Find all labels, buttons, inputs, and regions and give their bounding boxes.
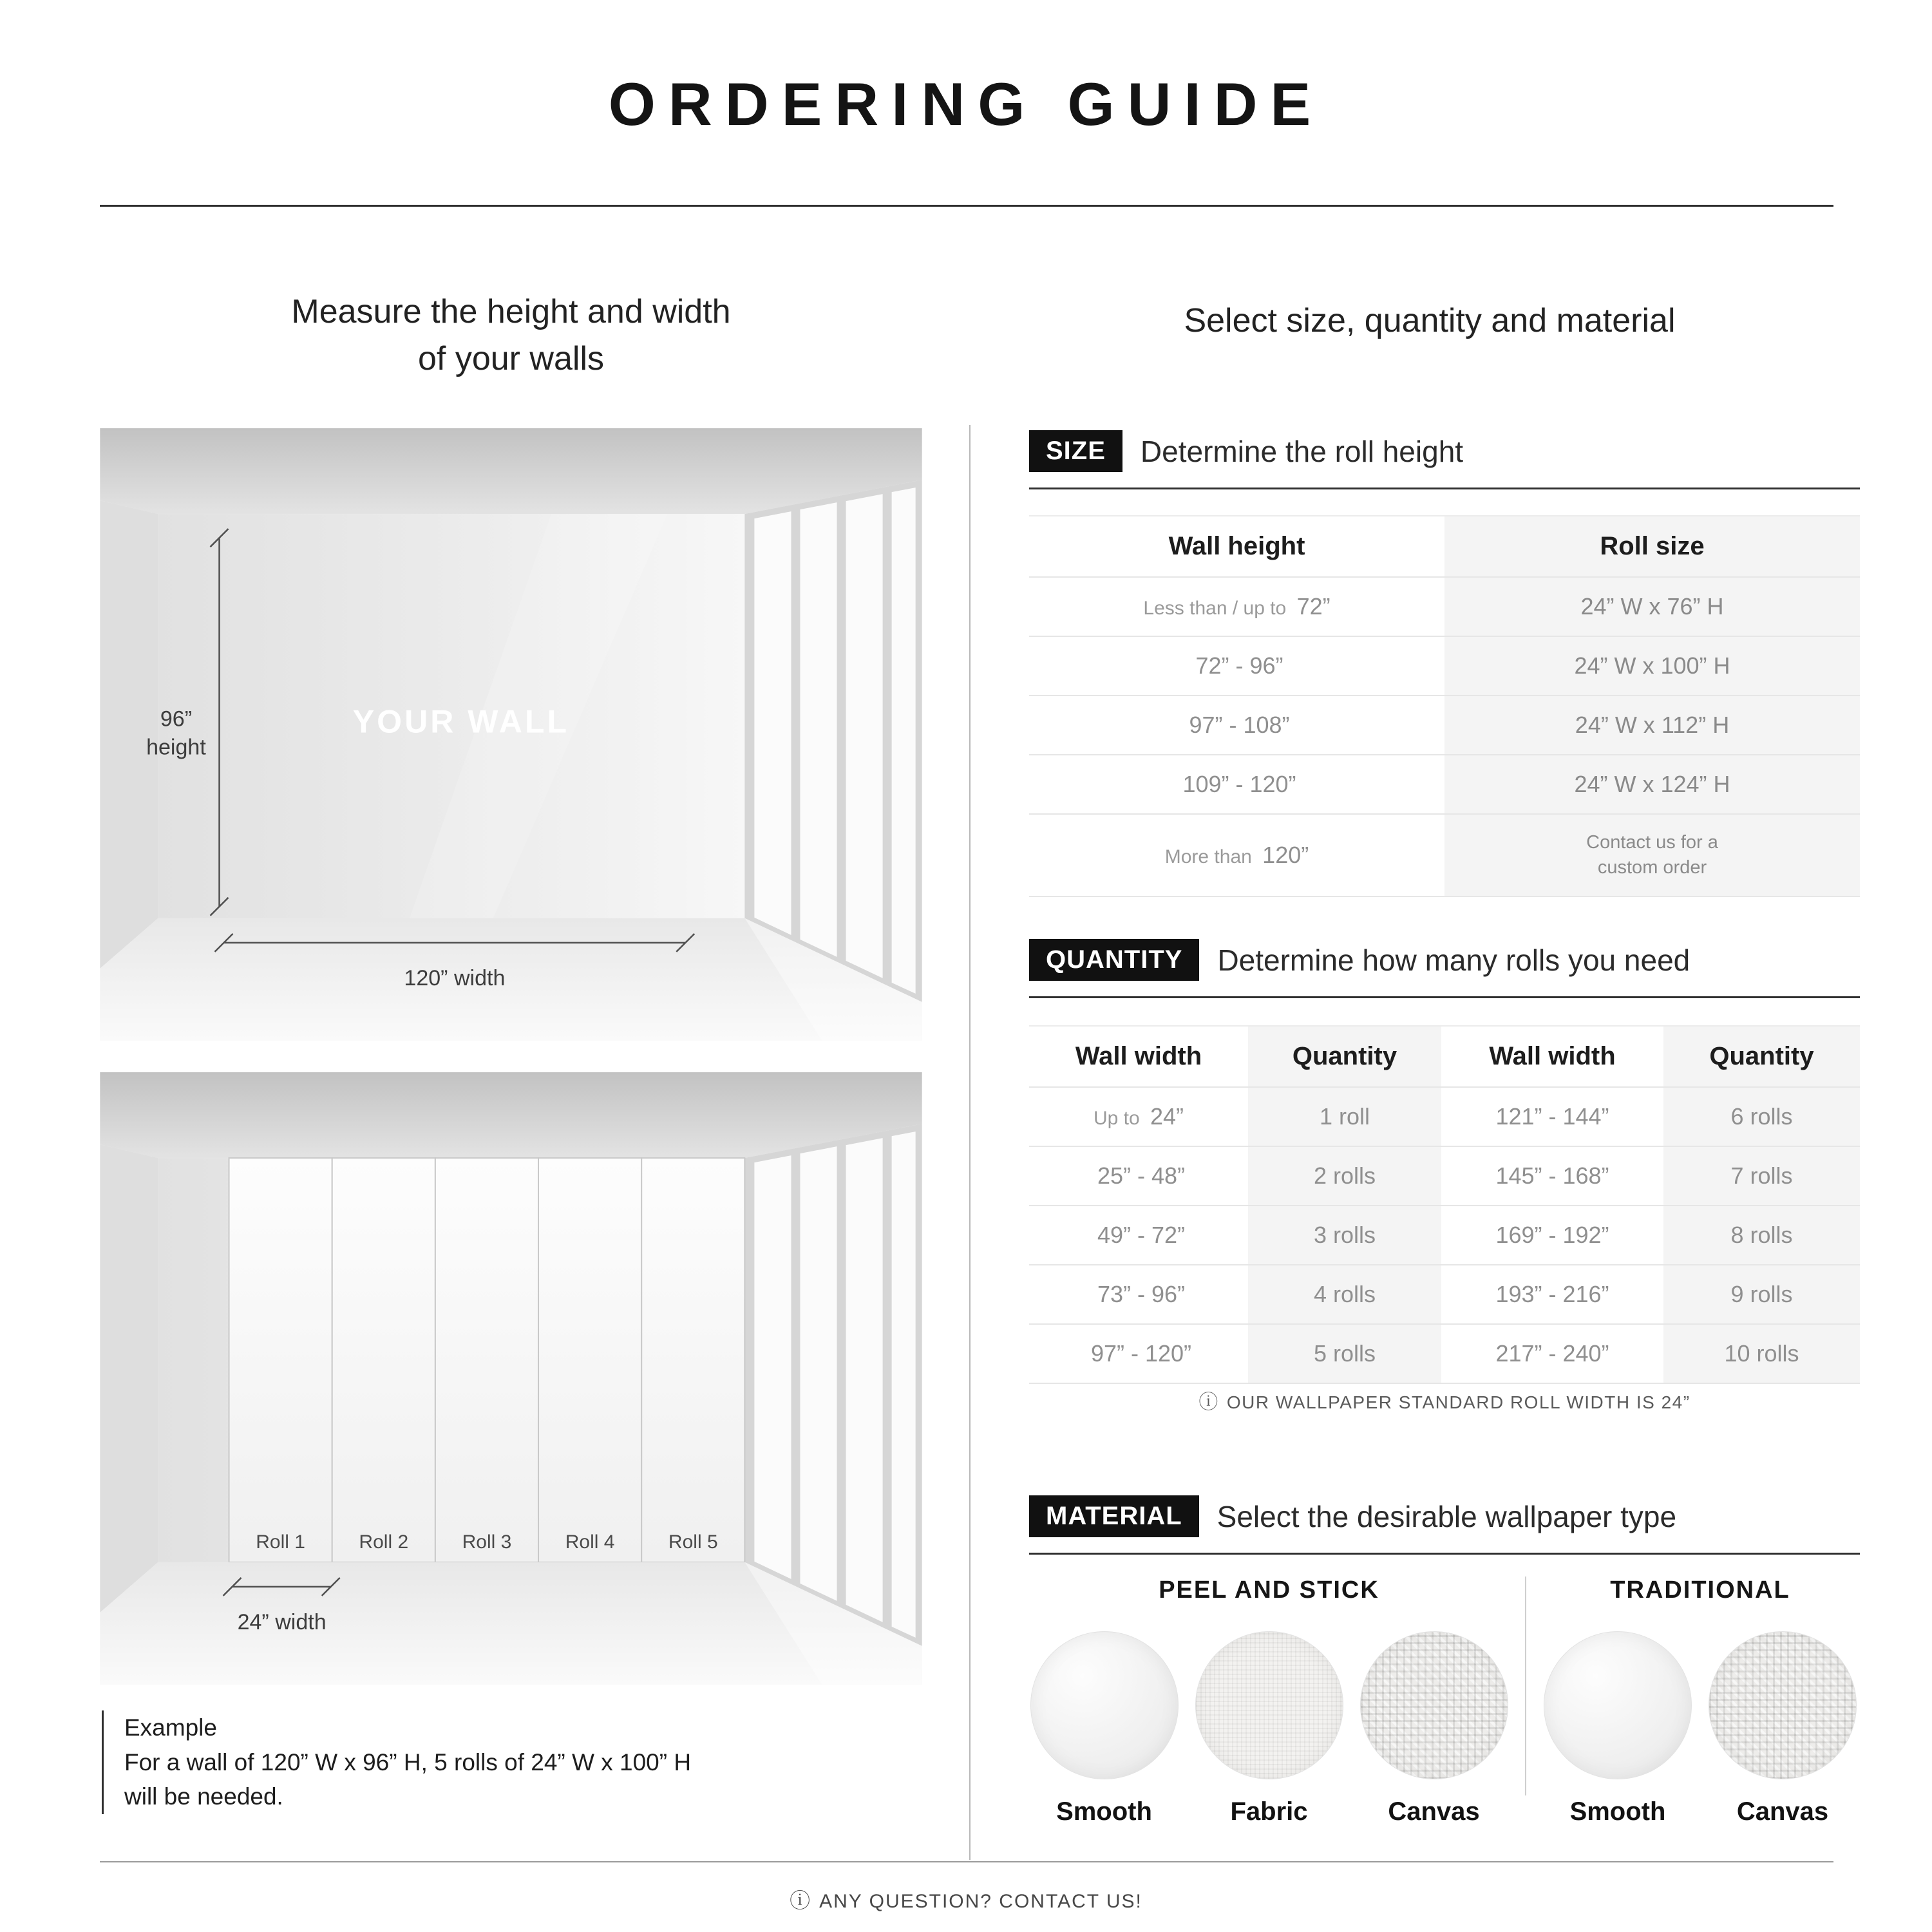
quantity-row-quantity: 4 rolls [1248, 1264, 1441, 1323]
quantity-table [1029, 1025, 1860, 1384]
quantity-row-wall-width: 169” - 192” [1441, 1205, 1663, 1264]
quantity-row-quantity: 5 rolls [1248, 1323, 1441, 1384]
footer-divider [100, 1861, 1833, 1862]
quantity-row-wall-width: 25” - 48” [1029, 1146, 1248, 1205]
quantity-row-quantity: 10 rolls [1663, 1323, 1860, 1384]
quantity-row-quantity: 1 roll [1248, 1086, 1441, 1146]
window-pane [892, 488, 916, 994]
roll-label-3: Roll 3 [462, 1531, 512, 1553]
window-pane [800, 502, 837, 957]
left-section-heading [100, 289, 922, 383]
window-pane [800, 1146, 837, 1601]
canvas-texture-icon [1709, 1631, 1857, 1779]
quantity-row-wall-width: 145” - 168” [1441, 1146, 1663, 1205]
fabric-texture-icon [1195, 1631, 1343, 1779]
example-line2: will be needed. [124, 1783, 283, 1810]
size-row-wall-height: More than 120” [1029, 813, 1444, 897]
smooth-texture-icon [1030, 1631, 1179, 1779]
canvas-texture-icon [1360, 1631, 1508, 1779]
header-divider [100, 205, 1833, 207]
note-text: OUR WALLPAPER STANDARD ROLL WIDTH IS 24” [1226, 1392, 1690, 1412]
quantity-col-header-quantity: Quantity [1248, 1025, 1441, 1086]
quantity-badge: QUANTITY [1029, 939, 1199, 981]
size-row-wall-height: 72” - 96” [1029, 636, 1444, 695]
swatch-label: Canvas [1388, 1797, 1480, 1826]
size-section-header [1029, 430, 1860, 489]
your-wall-label: YOUR WALL [352, 703, 570, 740]
page-title: ORDERING GUIDE [608, 70, 1324, 138]
info-icon: ⓘ [790, 1889, 812, 1912]
roll-label-4: Roll 4 [565, 1531, 615, 1553]
window-pane [754, 1155, 791, 1579]
size-row-roll-size: Contact us for a custom order [1444, 813, 1860, 897]
quantity-col-header-wall-width: Wall width [1441, 1025, 1663, 1086]
height-value-label: 96” [160, 706, 193, 732]
traditional-label: TRADITIONAL [1610, 1577, 1790, 1604]
quantity-title: Determine how many rolls you need [1217, 943, 1690, 977]
column-divider [969, 425, 971, 1860]
swatch-label: Smooth [1056, 1797, 1152, 1826]
roll-panel-5 [641, 1158, 744, 1562]
quantity-col-header-wall-width: Wall width [1029, 1025, 1248, 1086]
quantity-row-quantity: 6 rolls [1663, 1086, 1860, 1146]
quantity-row-quantity: 9 rolls [1663, 1264, 1860, 1323]
size-row-roll-size: 24” W x 112” H [1444, 695, 1860, 754]
material-badge: MATERIAL [1029, 1495, 1199, 1537]
height-word-label: height [146, 735, 206, 760]
size-row-wall-height: 109” - 120” [1029, 754, 1444, 813]
example-title: Example [124, 1714, 217, 1741]
roll-width-label: 24” width [237, 1609, 327, 1634]
size-row-wall-height: 97” - 108” [1029, 695, 1444, 754]
swatch-smooth [1030, 1631, 1179, 1826]
quantity-row-wall-width: 49” - 72” [1029, 1205, 1248, 1264]
quantity-col-header-quantity: Quantity [1663, 1025, 1860, 1086]
material-group-traditional [1542, 1577, 1858, 1826]
size-col-header-wall-height: Wall height [1029, 515, 1444, 576]
traditional-swatches [1542, 1631, 1858, 1826]
quantity-section-header [1029, 939, 1860, 998]
room-measure-svg [100, 428, 922, 1041]
size-title: Determine the roll height [1140, 434, 1464, 468]
quantity-row-quantity: 3 rolls [1248, 1205, 1441, 1264]
swatch-canvas [1360, 1631, 1508, 1826]
right-section-heading: Select size, quantity and material [1184, 302, 1676, 339]
swatch-smooth [1544, 1631, 1692, 1826]
material-title: Select the desirable wallpaper type [1217, 1499, 1677, 1533]
swatch-label: Canvas [1736, 1797, 1829, 1826]
quantity-row-wall-width: Up to 24” [1029, 1086, 1248, 1146]
quantity-row-quantity: 7 rolls [1663, 1146, 1860, 1205]
window-pane [846, 494, 883, 978]
example-line1: For a wall of 120” W x 96” H, 5 rolls of 24” W x 100” H [124, 1748, 692, 1776]
example-block [102, 1710, 923, 1814]
footer-text: ANY QUESTION? CONTACT US! [819, 1891, 1142, 1912]
window-pane [846, 1138, 883, 1622]
roll-label-1: Roll 1 [256, 1531, 305, 1553]
quantity-row-quantity: 8 rolls [1663, 1205, 1860, 1264]
left-heading-line2: of your walls [418, 339, 604, 377]
left-heading-line1: Measure the height and width [291, 293, 731, 330]
window-pane [754, 511, 791, 935]
quantity-row-wall-width: 121” - 144” [1441, 1086, 1663, 1146]
roll-panel-4 [538, 1158, 641, 1562]
swatch-label: Smooth [1569, 1797, 1666, 1826]
smooth-texture-icon [1544, 1631, 1692, 1779]
size-badge: SIZE [1029, 430, 1122, 472]
left-wall [100, 1144, 158, 1613]
ceiling [100, 428, 922, 514]
swatch-label: Fabric [1230, 1797, 1308, 1826]
quantity-row-wall-width: 217” - 240” [1441, 1323, 1663, 1384]
size-row-roll-size: 24” W x 76” H [1444, 576, 1860, 636]
roll-panel-3 [435, 1158, 538, 1562]
width-label: 120” width [404, 965, 506, 990]
peel-and-stick-label: PEEL AND STICK [1159, 1577, 1379, 1604]
size-row-roll-size: 24” W x 100” H [1444, 636, 1860, 695]
swatch-canvas [1709, 1631, 1857, 1826]
quantity-row-wall-width: 73” - 96” [1029, 1264, 1248, 1323]
size-row-wall-height: Less than / up to 72” [1029, 576, 1444, 636]
roll-label-5: Roll 5 [668, 1531, 718, 1553]
room-rolls-svg [100, 1072, 922, 1685]
material-section-header [1029, 1495, 1860, 1555]
roll-label-2: Roll 2 [359, 1531, 409, 1553]
quantity-row-quantity: 2 rolls [1248, 1146, 1441, 1205]
material-group-divider [1525, 1577, 1526, 1795]
ceiling [100, 1072, 922, 1158]
quantity-row-wall-width: 193” - 216” [1441, 1264, 1663, 1323]
swatch-fabric [1195, 1631, 1343, 1826]
size-row-roll-size: 24” W x 124” H [1444, 754, 1860, 813]
roll-panel-2 [332, 1158, 435, 1562]
size-table [1029, 515, 1860, 897]
window-pane [892, 1132, 916, 1638]
wallpaper-rolls [229, 1158, 745, 1562]
quantity-row-wall-width: 97” - 120” [1029, 1323, 1248, 1384]
info-icon: ⓘ [1198, 1392, 1219, 1413]
footer-contact [0, 1884, 1932, 1914]
material-group-peel-and-stick [1029, 1577, 1509, 1826]
roll-width-note [1029, 1386, 1860, 1414]
roll-panel-1 [229, 1158, 332, 1562]
peel-and-stick-swatches [1029, 1631, 1509, 1826]
room-rolls-illustration [100, 1072, 922, 1685]
left-wall [100, 500, 158, 969]
room-measure-illustration [100, 428, 922, 1041]
size-col-header-roll-size: Roll size [1444, 515, 1860, 576]
